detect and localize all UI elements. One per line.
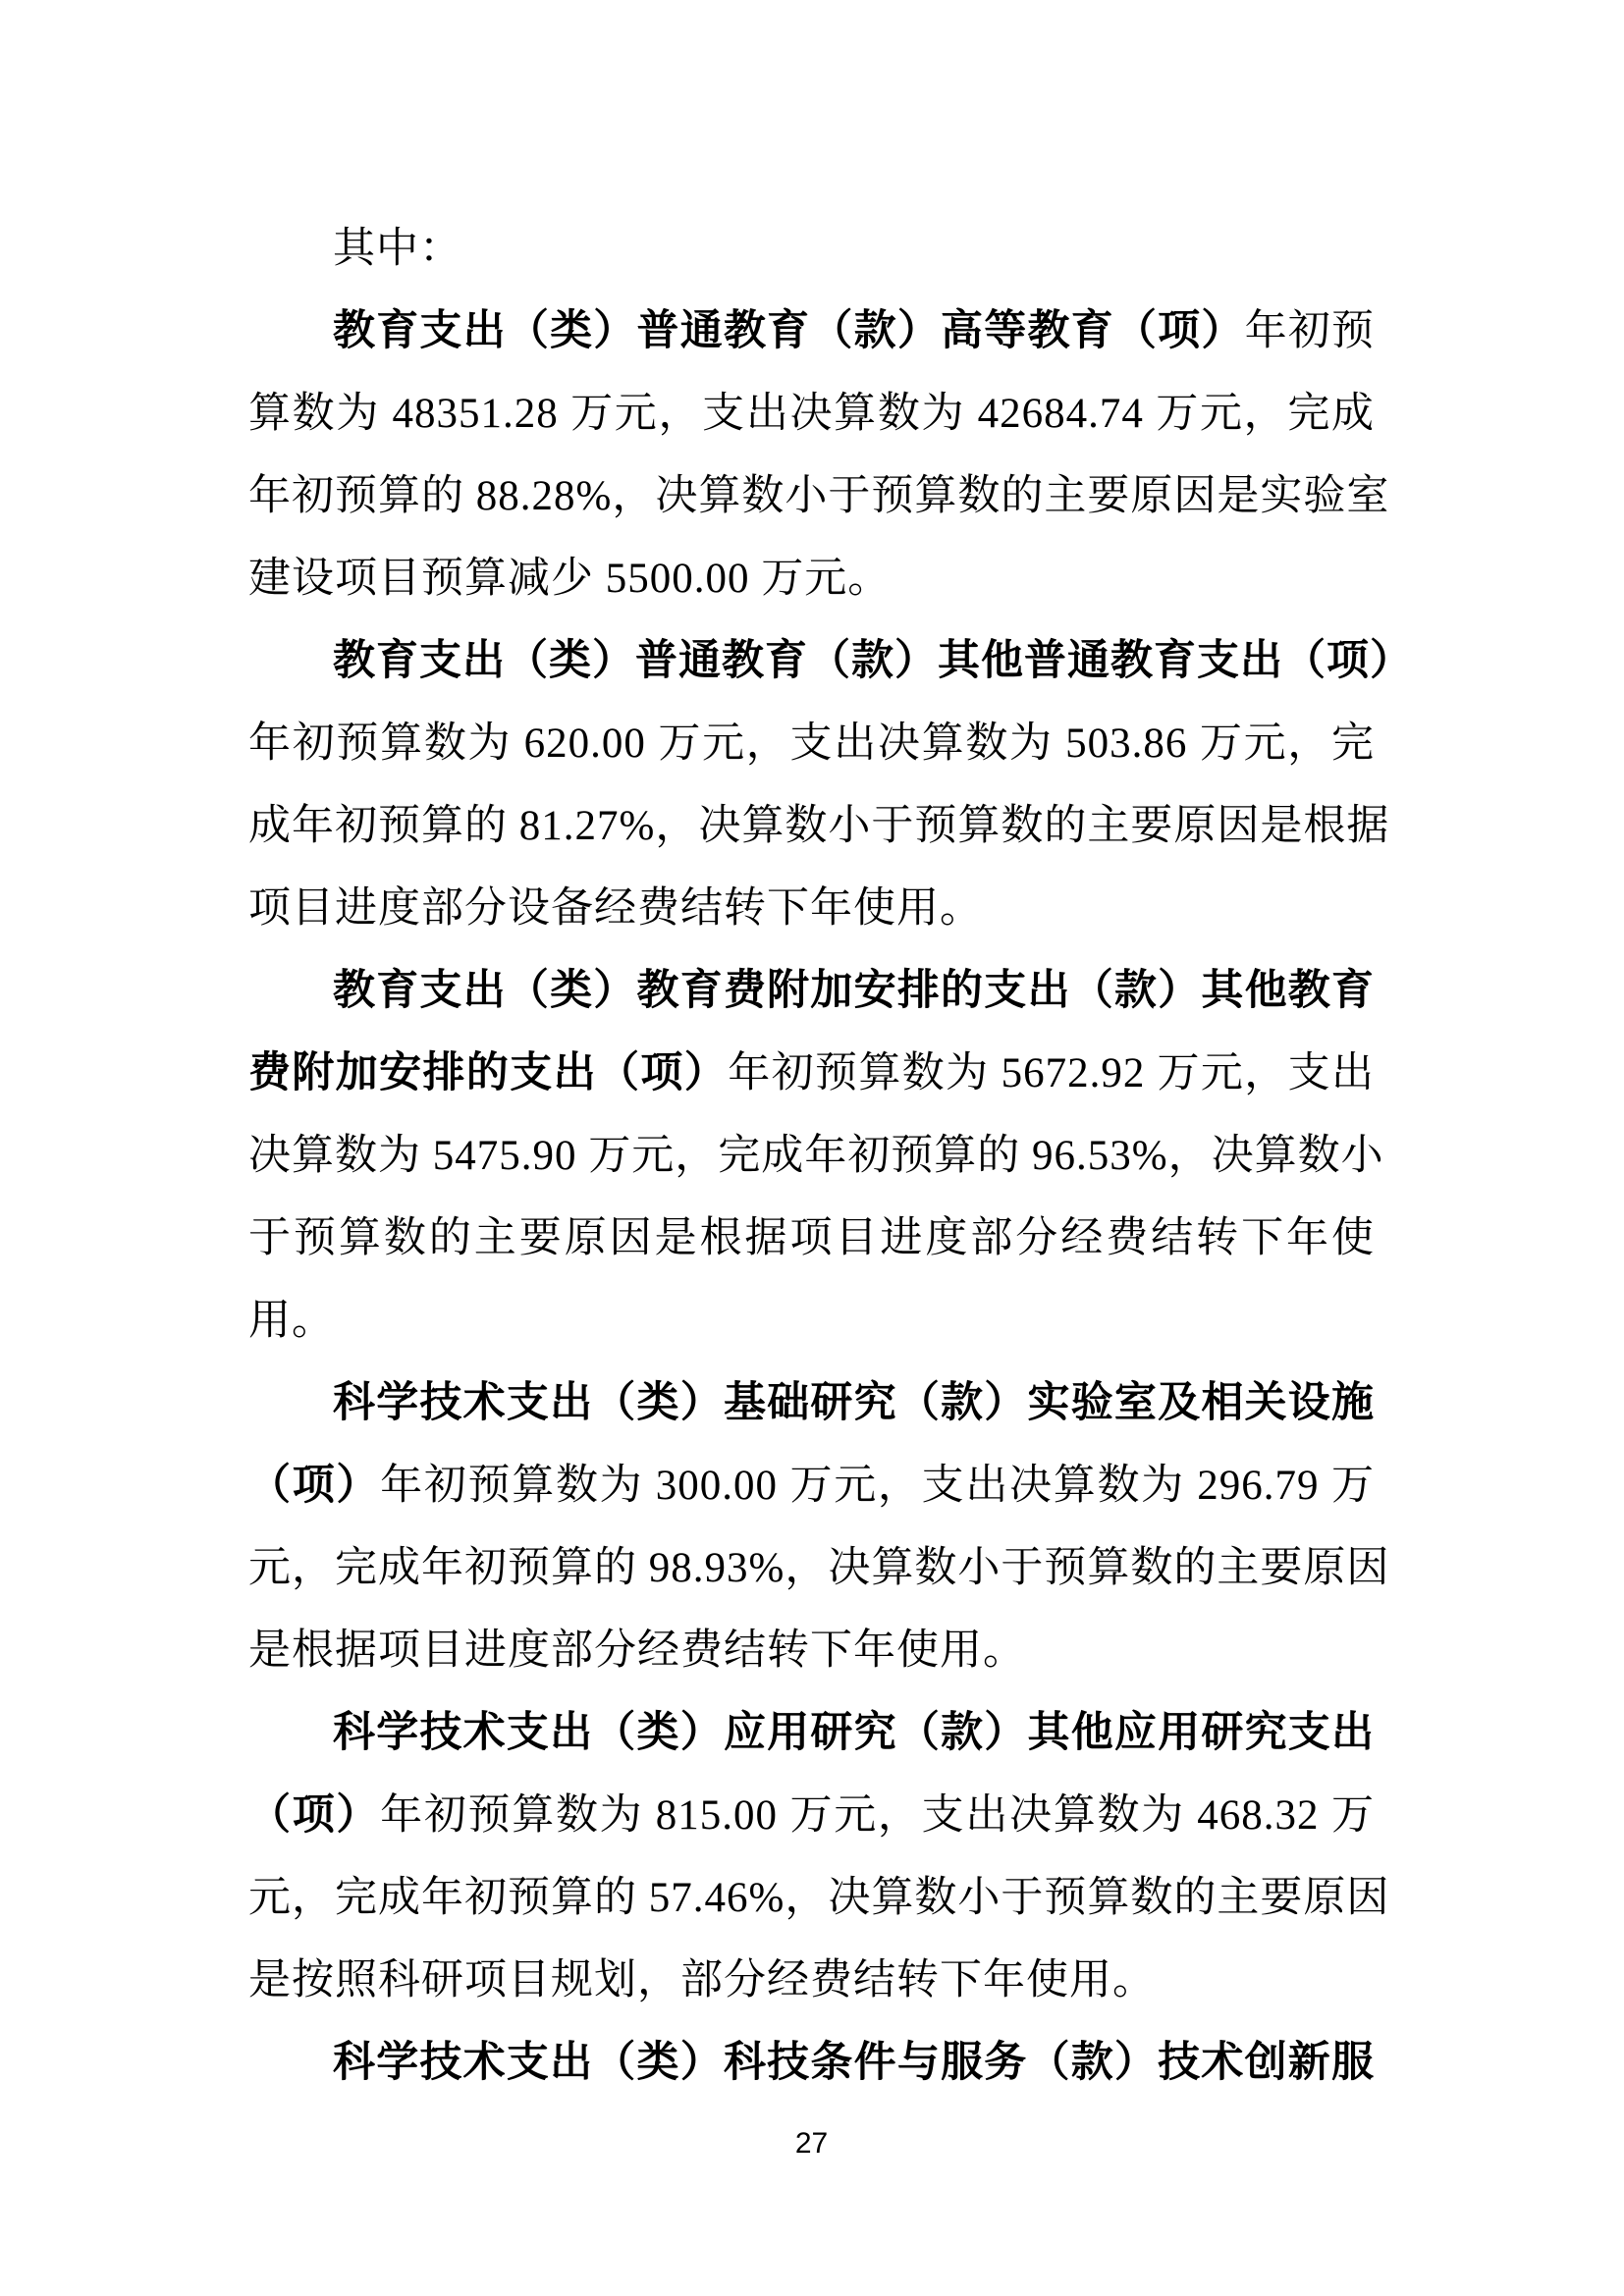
text-segment: 年初预算的 88.28%，决算数小于预算数的主要原因是实验室: [248, 473, 1390, 519]
text-line: [248, 373, 1375, 455]
text-segment: 建设项目预算减少 5500.00 万元。: [248, 556, 892, 602]
text-segment: 成年初预算的 81.27%，决算数小于预算数的主要原因是根据: [248, 803, 1390, 849]
text-segment: 年初预: [1244, 308, 1376, 354]
text-line: [248, 291, 1375, 373]
text-line: [248, 455, 1390, 538]
text-segment: 年初预算数为 815.00 万元，支出决算数为 468.32 万: [380, 1792, 1376, 1839]
bold-text-segment: 费附加安排的支出（项）: [248, 1050, 729, 1096]
bold-text-segment: 教育支出（类）普通教育（款）其他普通教育支出（项）: [333, 638, 1413, 684]
text-segment: 是按照科研项目规划，部分经费结转下年使用。: [248, 1957, 1156, 2003]
text-segment: 算数为 48351.28 万元，支出决算数为 42684.74 万元，完成: [248, 391, 1375, 437]
text-line: [248, 620, 1413, 703]
text-segment: 年初预算数为 5672.92 万元，支出: [728, 1050, 1376, 1096]
text-segment: 元，完成年初预算的 98.93%，决算数小于预算数的主要原因: [248, 1545, 1390, 1591]
text-line: [248, 2022, 1375, 2105]
bold-text-segment: 教育支出（类）普通教育（款）高等教育（项）: [333, 308, 1245, 354]
bold-text-segment: 科学技术支出（类）应用研究（款）其他应用研究支出: [333, 1710, 1375, 1756]
text-line: [248, 1692, 1375, 1775]
document-body: [248, 208, 1413, 2105]
text-line: [248, 1280, 1375, 1362]
text-segment: 决算数为 5475.90 万元，完成年初预算的 96.53%，决算数小: [248, 1133, 1384, 1179]
text-line: [248, 950, 1375, 1033]
text-line: [248, 1527, 1390, 1610]
text-line: [248, 1610, 1375, 1692]
text-line: [248, 1362, 1375, 1445]
text-line: [248, 703, 1375, 785]
bold-text-segment: 教育支出（类）教育费附加安排的支出（款）其他教育: [333, 968, 1375, 1014]
text-line: [248, 785, 1390, 868]
bold-text-segment: 科学技术支出（类）科技条件与服务（款）技术创新服: [333, 2040, 1375, 2086]
text-line: [248, 1115, 1384, 1198]
text-segment: 于预算数的主要原因是根据项目进度部分经费结转下年使: [248, 1215, 1375, 1261]
text-segment: 年初预算数为 300.00 万元，支出决算数为 296.79 万: [380, 1463, 1376, 1509]
text-segment: 年初预算数为 620.00 万元，支出决算数为 503.86 万元，完: [248, 721, 1375, 767]
text-line: [248, 1775, 1375, 1857]
text-line: [248, 1857, 1390, 1940]
text-line: [248, 1198, 1375, 1280]
page-number: 27: [794, 2127, 829, 2160]
text-line: [248, 538, 1375, 620]
text-line: [248, 1445, 1375, 1527]
text-line: [248, 1033, 1375, 1115]
text-segment: 项目进度部分设备经费结转下年使用。: [248, 885, 983, 932]
text-line: [248, 208, 1375, 291]
text-segment: 其中：: [333, 226, 462, 272]
text-segment: 用。: [248, 1298, 335, 1344]
bold-text-segment: 科学技术支出（类）基础研究（款）实验室及相关设施: [333, 1380, 1375, 1426]
text-segment: 是根据项目进度部分经费结转下年使用。: [248, 1628, 1026, 1674]
text-segment: 元，完成年初预算的 57.46%，决算数小于预算数的主要原因: [248, 1875, 1390, 1921]
text-line: [248, 868, 1375, 950]
bold-text-segment: （项）: [248, 1792, 381, 1839]
bold-text-segment: （项）: [248, 1463, 381, 1509]
text-line: [248, 1940, 1375, 2022]
